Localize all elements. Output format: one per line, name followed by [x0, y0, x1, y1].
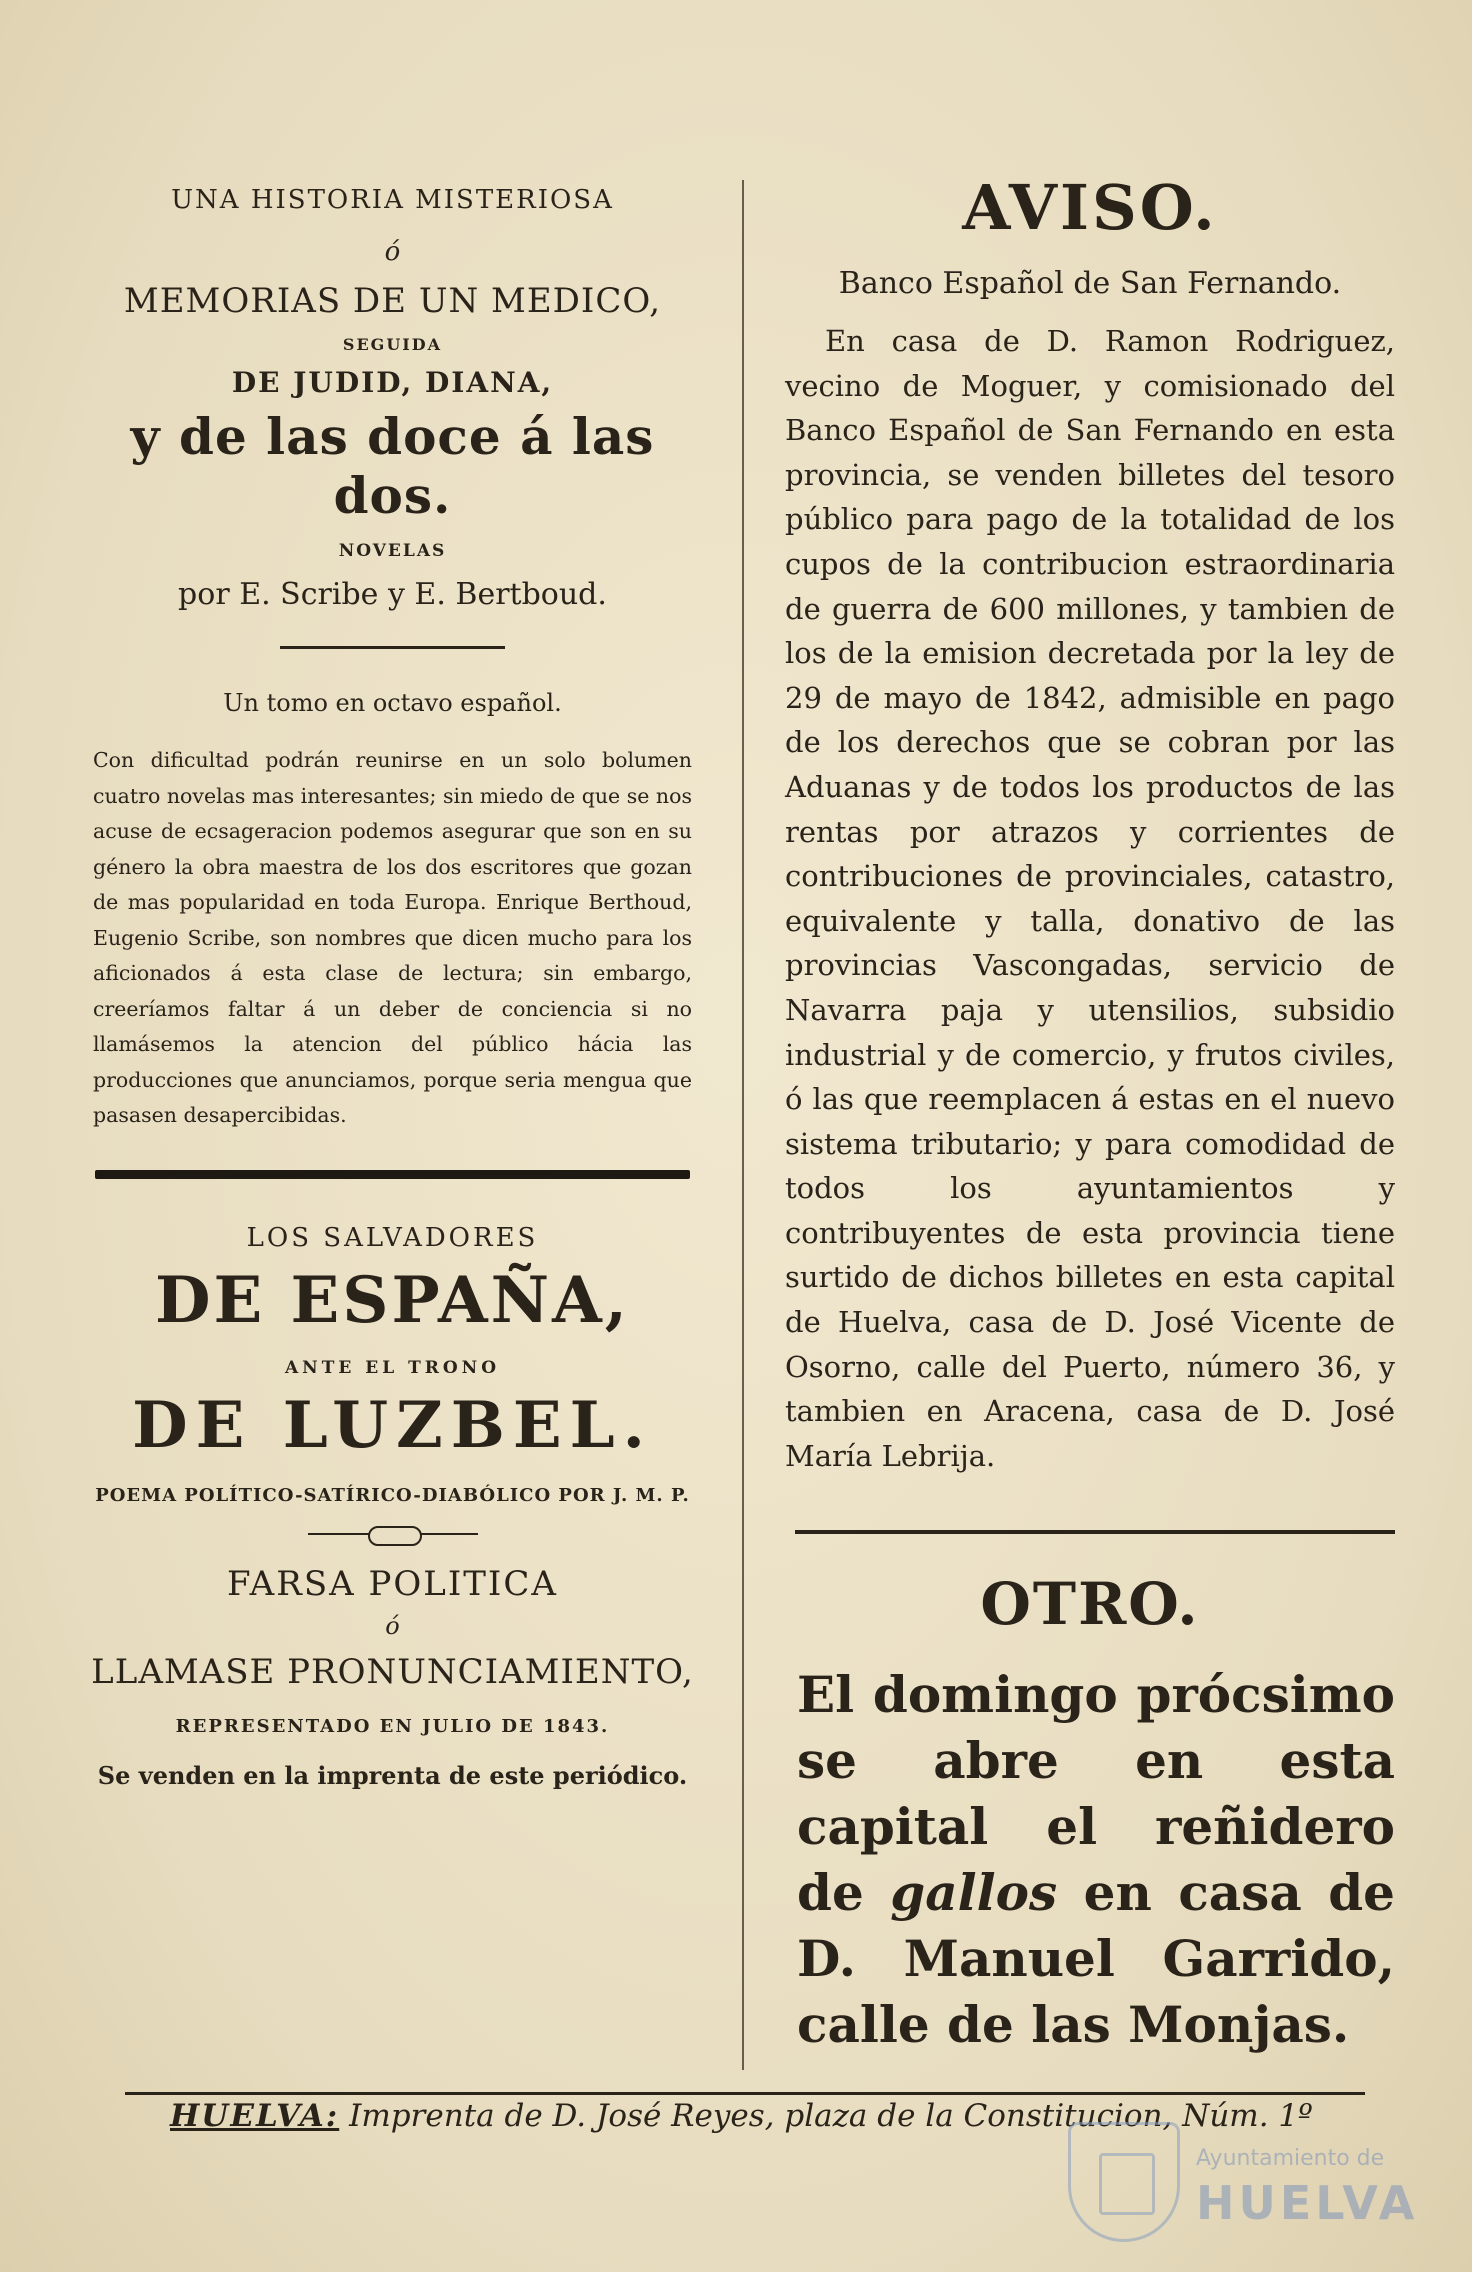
ad2-espana: DE ESPAÑA, — [154, 1262, 631, 1338]
poem-advertisement — [85, 1223, 700, 1790]
ad1-tomo: Un tomo en octavo español. — [223, 689, 562, 717]
ad1-headline: y de las doce á las dos. — [130, 407, 655, 525]
watermark-line1: Ayuntamiento de — [1196, 2146, 1385, 2171]
ad2-luzbel: DE LUZBEL. — [132, 1387, 653, 1463]
ad1-authors: por E. Scribe y E. Bertboud. — [178, 577, 607, 612]
ad1-subtitle: MEMORIAS DE UN MEDICO, — [123, 281, 662, 321]
aviso-title: AVISO. — [962, 171, 1218, 244]
ad2-conjunction: ó — [385, 1611, 400, 1640]
flourish-knot — [368, 1526, 422, 1546]
municipal-watermark — [1068, 2118, 1419, 2248]
ad1-conjunction: ó — [384, 237, 401, 267]
ad2-salvadores: LOS SALVADORES — [246, 1222, 539, 1253]
otro-notice — [785, 1570, 1395, 2058]
ad2-farsa: FARSA POLITICA — [227, 1563, 558, 1604]
ad2-ante: ANTE EL TRONO — [284, 1357, 501, 1378]
aviso-notice — [785, 171, 1395, 1478]
shield-icon — [1068, 2122, 1180, 2242]
aviso-body: En casa de D. Ramon Rodriguez, vecino de Moguer, y comisionado del Banco Español de San Fernando en esta provincia, se venden billetes del tesoro público para pago de la totalidad de los cupos de la contribucion estraordinaria de guerra de 600 millones, y tambien de los de la emision decretada por la ley de 29 de mayo de 1842, admisible en pago de los derechos que se cobran por las Aduanas y de todos los productos de las rentas por atrazos y corrientes de contribuciones de provinciales, catastro, equivalente y talla, donativo de las provincias Vascongadas, servicio de Navarra paja y utensilios, subsidio industrial y de comercio, y frutos civiles, ó las que reemplacen á estas en el nuevo sistema tributario; y para comodidad de todos los ayuntamientos y contribuyentes de esta provincia tiene surtido de dichos billetes en esta capital de Huelva, casa de D. José Vicente de Osorno, calle del Puerto, número 36, y tambien en Aracena, casa de D. José María Lebrija. — [785, 324, 1395, 1473]
ad2-llamase: LLAMASE PRONUNCIAMIENTO, — [91, 1651, 694, 1692]
ad1-novelas: NOVELAS — [338, 541, 447, 561]
flourish-ornament — [308, 1524, 478, 1544]
aviso-body-wrap — [785, 319, 1395, 1478]
ad2-venden: Se venden en la imprenta de este periódico. — [97, 1760, 688, 1790]
ad1-body: Con dificultad podrán reunirse en un solo bolumen cuatro novelas mas interesantes; sin miedo de que se nos acuse de ecsageracion podemos asegurar que son en su género la obra maestra de los dos escritores que gozan de mas popularidad en toda Europa. Enrique Berthoud, Eugenio Scribe, son nombres que dicen mucho para los aficionados á esta clase de lectura; sin embargo, creeríamos faltar á un deber de conciencia si no llamásemos la atencion del público hácia las producciones que anunciamos, porque seria mengua que pasasen desapercibidas. — [93, 748, 692, 1127]
otro-body — [785, 1662, 1395, 2058]
otro-body-emphasis: gallos — [890, 1863, 1058, 1923]
left-column — [85, 165, 700, 1790]
right-column — [785, 165, 1395, 2058]
ad2-poema: POEMA POLÍTICO-SATÍRICO-DIABÓLICO POR J. M. P. — [95, 1484, 690, 1506]
otro-body-end: en casa de D. Manuel Garrido, calle de las Monjas. — [797, 1863, 1395, 2055]
thick-divider — [95, 1170, 690, 1179]
watermark-line2: HUELVA — [1196, 2176, 1419, 2230]
column-divider — [742, 180, 744, 2070]
section-rule — [280, 646, 505, 649]
otro-title: OTRO. — [980, 1570, 1200, 1639]
ad1-judid: DE JUDID, DIANA, — [231, 366, 554, 399]
aviso-bank: Banco Español de San Fernando. — [838, 266, 1342, 301]
footer-city: HUELVA: — [170, 2098, 340, 2134]
footer-rule — [125, 2092, 1365, 2095]
otro-body-start: El domingo prócsimo se abre en esta capital el reñidero de — [797, 1665, 1395, 1923]
ad1-title: UNA HISTORIA MISTERIOSA — [171, 185, 614, 215]
novel-advertisement — [85, 185, 700, 1134]
section-rule-right — [795, 1530, 1395, 1534]
footer-text: Imprenta de D. José Reyes, plaza de la Constitucion, Núm. 1º — [339, 2098, 1313, 2134]
ad1-seguida: SEGUIDA — [342, 335, 443, 354]
ad2-representado: REPRESENTADO EN JULIO DE 1843. — [175, 1715, 610, 1737]
